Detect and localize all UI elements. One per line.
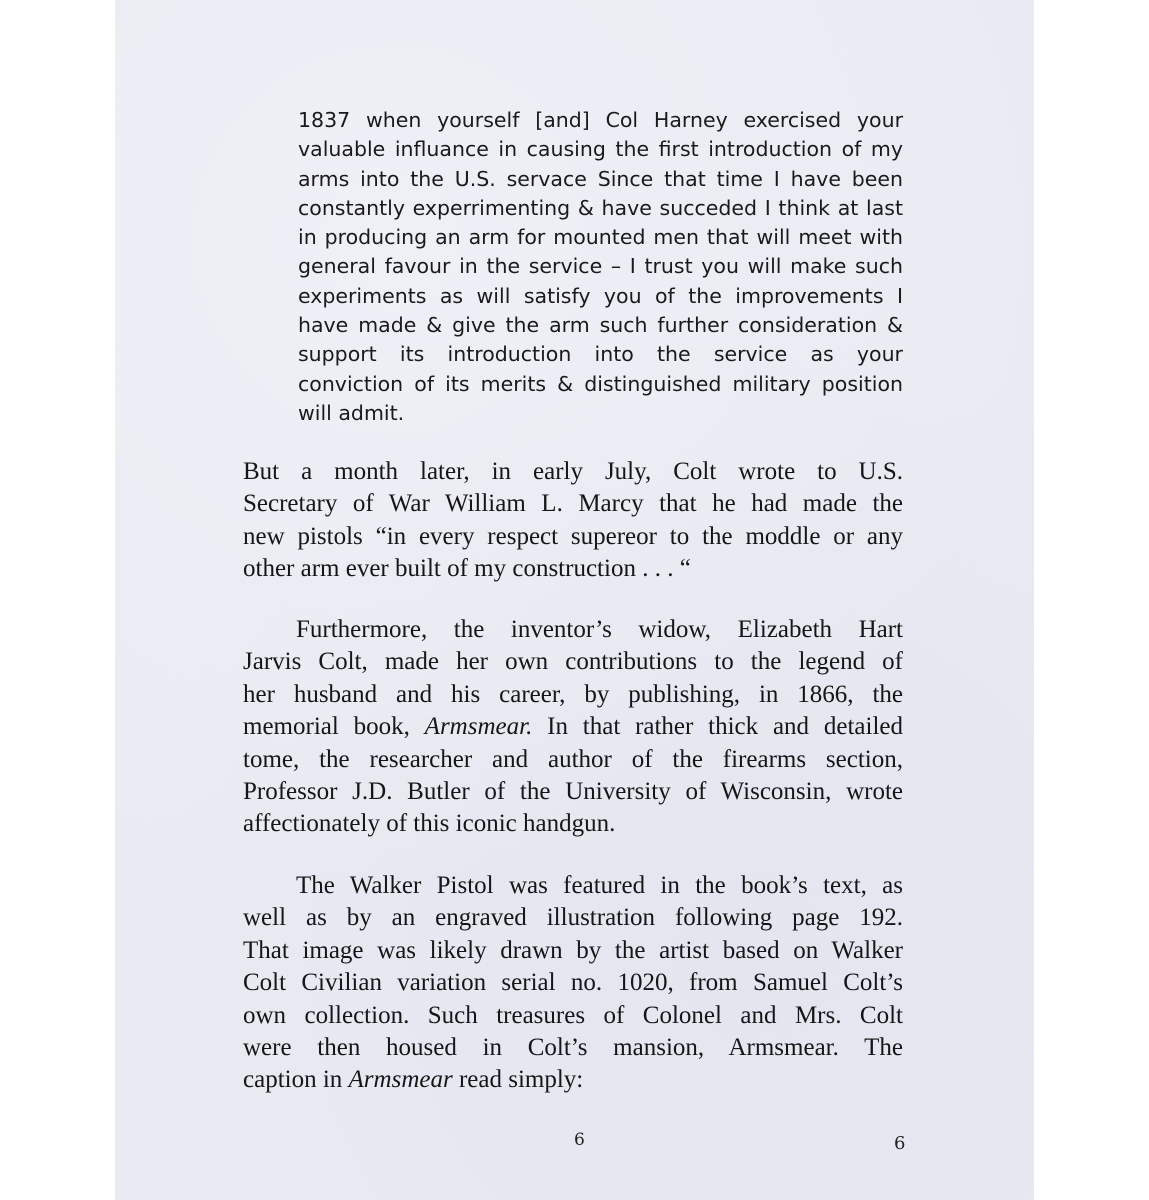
quote-line: support its introduction into the service as your bbox=[298, 342, 903, 367]
paragraph-line: were then housed in Colt’s mansion, Armsmear. The bbox=[243, 1034, 903, 1062]
paragraph-line: The Walker Pistol was featured in the book’s text, as bbox=[296, 872, 903, 899]
paragraph-line: affectionately of this iconic handgun. bbox=[243, 810, 616, 838]
paragraph-line: tome, the researcher and author of the firearms section, bbox=[243, 745, 903, 773]
paragraph-line bbox=[243, 1064, 903, 1096]
quote-line: general favour in the service – I trust you will make such bbox=[298, 254, 903, 279]
paragraph-line: Professor J.D. Butler of the University of Wisconsin, wrote bbox=[243, 778, 903, 806]
quote-line: conviction of its merits & distinguished military position bbox=[298, 371, 903, 396]
paragraph-line: That image was likely drawn by the artist based on Walker bbox=[243, 936, 903, 964]
document-page bbox=[115, 0, 1034, 1200]
paragraph-walker-pistol bbox=[243, 870, 903, 1097]
quote-line: arms into the U.S. servace Since that time I have been bbox=[298, 166, 903, 191]
paragraph-line: Colt Civilian variation serial no. 1020, from Samuel Colt’s bbox=[243, 969, 903, 997]
paragraph-line: But a month later, in early July, Colt wrote to U.S. bbox=[243, 458, 903, 485]
quote-line: 1837 when yourself [and] Col Harney exercised your bbox=[298, 108, 903, 132]
quote-line: constantly experrimenting & have succeded I think at last bbox=[298, 195, 903, 220]
paragraph-line: other arm ever built of my construction . . . “ bbox=[243, 555, 691, 583]
paragraph-line: her husband and his career, by publishing, in 1866, the bbox=[243, 680, 903, 708]
quote-line: valuable influance in causing the first introduction of my bbox=[298, 137, 903, 162]
quote-line: experiments as will satisfy you of the improvements I bbox=[298, 283, 903, 308]
paragraph-line: Jarvis Colt, made her own contributions to the legend of bbox=[243, 648, 903, 676]
paragraph-line: own collection. Such treasures of Colonel and Mrs. Colt bbox=[243, 1001, 903, 1029]
page-number-right: 6 bbox=[894, 1133, 906, 1154]
book-title-italic: Armsmear bbox=[348, 1066, 453, 1094]
page-number-center: 6 bbox=[574, 1130, 585, 1150]
paragraph-colt-marcy bbox=[243, 456, 903, 586]
letter-quote-block bbox=[298, 106, 1018, 428]
text-fragment: memorial book, bbox=[243, 713, 425, 741]
paragraph-armsmear-book bbox=[243, 614, 903, 841]
paragraph-line bbox=[243, 711, 903, 743]
book-title-italic: Armsmear. bbox=[424, 713, 533, 741]
quote-line: in producing an arm for mounted men that will meet with bbox=[298, 225, 903, 250]
text-fragment: caption in bbox=[243, 1066, 349, 1094]
quote-line: will admit. bbox=[298, 400, 405, 425]
paragraph-line: Furthermore, the inventor’s widow, Elizabeth Hart bbox=[296, 616, 903, 643]
quote-line: have made & give the arm such further consideration & bbox=[298, 313, 903, 338]
text-fragment: read simply: bbox=[452, 1066, 584, 1094]
paragraph-line: Secretary of War William L. Marcy that he had made the bbox=[243, 490, 903, 518]
paragraph-line: well as by an engraved illustration following page 192. bbox=[243, 904, 903, 932]
text-fragment: In that rather thick and detailed bbox=[532, 713, 903, 741]
paragraph-line: new pistols “in every respect supereor to the moddle or any bbox=[243, 522, 903, 550]
